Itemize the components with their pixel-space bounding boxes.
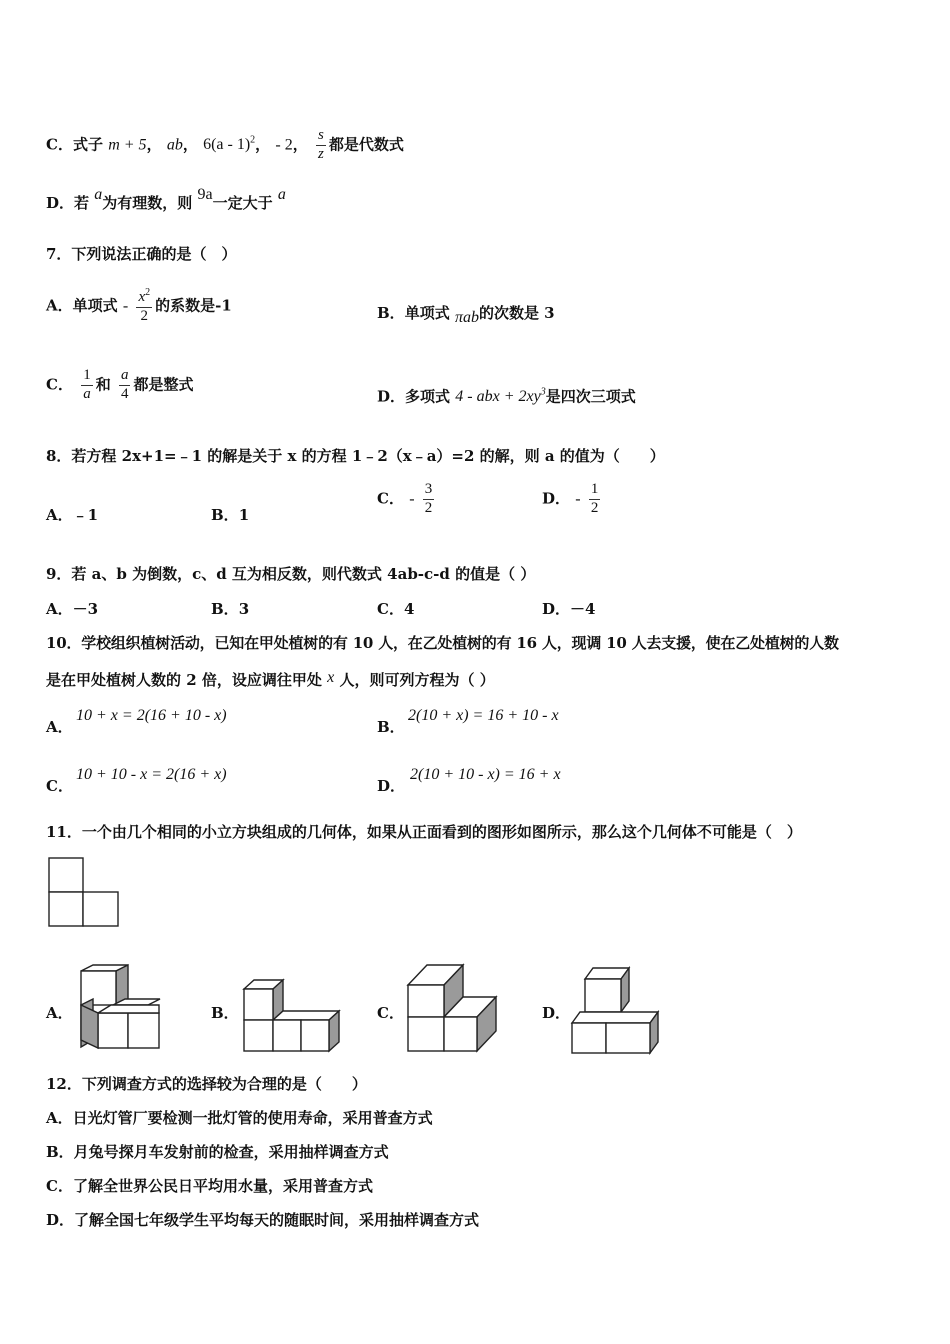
cube-front <box>244 989 273 1020</box>
q7-a-fraction-numerator <box>136 288 152 308</box>
q12-stem: 12．下列调查方式的选择较为合理的是（ ） <box>46 1075 367 1093</box>
q11-a-label: A． <box>46 1004 73 1022</box>
q8-option-c <box>377 482 437 517</box>
q11-option-b-figure <box>243 978 341 1053</box>
q11-option-d-figure <box>571 966 661 1054</box>
q6-c-expr-4: - 2 <box>275 136 293 154</box>
q9-option-d <box>542 602 595 617</box>
q8-b-label: B． <box>211 506 239 524</box>
q10-stem-line-2-prefix: 是在甲处植树人数的 2 倍，设应调往甲处 <box>46 671 322 689</box>
q9-option-a <box>46 602 98 617</box>
cube-front <box>572 1023 606 1053</box>
q12-option-d: D．了解全国七年级学生平均每天的随眠时间，采用抽样调查方式 <box>46 1211 480 1229</box>
q6-d-middle: 为有理数，则 <box>102 194 193 212</box>
q7-b-suffix: 的次数是 3 <box>478 304 555 322</box>
q11-b-label: B． <box>211 1004 239 1022</box>
cube-front <box>128 1013 159 1048</box>
q7-d-expr-exponent: 3 <box>540 387 546 398</box>
q7-b-label: B． <box>377 304 405 322</box>
cube-front <box>98 1013 128 1048</box>
q7-a-label: A． <box>46 296 73 315</box>
q10-d-label: D． <box>377 777 406 795</box>
q6-c-expr-3-base: 6(a - 1) <box>203 136 251 154</box>
q8-d-denominator: 2 <box>590 499 599 516</box>
q10-stem-line-2-suffix: 人，则可列方程为（ ） <box>339 671 495 689</box>
q10-b-label: B． <box>377 718 405 736</box>
cube-top <box>572 1012 658 1023</box>
q7-a-suffix: 的系数是-1 <box>155 296 232 315</box>
q6-c-fraction-numerator: s <box>316 128 326 146</box>
q12-option-c: C．了解全世界公民日平均用水量，采用普查方式 <box>46 1177 373 1195</box>
q10-a-expr: 10 + x = 2(16 + 10 - x) <box>76 707 227 724</box>
q8-c-numerator: 3 <box>423 482 435 500</box>
q9-option-b <box>211 602 249 617</box>
q9-d-value: －4 <box>570 600 596 618</box>
q10-stem-line-2 <box>46 669 495 689</box>
q7-option-a <box>46 288 232 325</box>
q8-a-value: ﹣1 <box>72 506 99 524</box>
q7-b-expr: πab <box>454 309 479 326</box>
q8-stem: 8．若方程 2x+1=﹣1 的解是关于 x 的方程 1﹣2（x﹣a）=2 的解，则 a 的值为（ ） <box>46 447 665 465</box>
q8-c-denominator: 2 <box>424 499 433 516</box>
q8-b-value: 1 <box>238 506 250 524</box>
q6-c-suffix: 都是代数式 <box>328 135 404 154</box>
q6-d-label: D． <box>46 194 75 212</box>
q8-a-label: A． <box>46 506 73 524</box>
front-view-top-square <box>49 858 83 892</box>
q6-c-expr-1: m + 5 <box>108 136 147 154</box>
q6-d-var-2: a <box>277 186 286 203</box>
q7-option-d <box>377 388 636 405</box>
q7-a-sign: - <box>122 297 129 315</box>
front-view-bottom-right-square <box>83 892 118 926</box>
q7-c-fraction-2-numerator: a <box>119 368 131 386</box>
q8-d-label: D． <box>542 489 571 508</box>
front-view-bottom-left-square <box>49 892 83 926</box>
q10-a-label: A． <box>46 718 73 736</box>
q7-a-prefix: 单项式 <box>72 296 118 315</box>
q10-stem-variable: x <box>327 669 335 686</box>
q6-c-fraction <box>316 128 326 163</box>
q6-c-expr-2: ab <box>166 136 183 154</box>
q9-a-value: －3 <box>72 600 99 618</box>
q10-d-expr: 2(10 + 10 - x) = 16 + x <box>410 766 561 783</box>
q6-c-sep-1: ， <box>146 135 162 154</box>
q8-c-label: C． <box>377 489 404 508</box>
q11-stem: 11．一个由几个相同的小立方块组成的几何体，如果从正面看到的图形如图所示，那么这个几何体不可能是（ ） <box>46 823 802 841</box>
q11-front-view-figure <box>48 857 120 927</box>
q6-d-expr: 9a <box>197 186 213 203</box>
q9-a-label: A． <box>46 600 73 618</box>
q7-stem: 7．下列说法正确的是（ ） <box>46 245 237 263</box>
cube-front <box>301 1020 329 1051</box>
q6-option-d <box>46 186 286 212</box>
q8-d-numerator: 1 <box>589 482 601 500</box>
q9-b-value: 3 <box>238 600 250 618</box>
q6-c-sep-2: ， <box>182 135 198 154</box>
q6-c-prefix: 式子 <box>72 135 103 154</box>
q8-c-sign: - <box>409 490 415 508</box>
cube-front <box>444 1017 477 1051</box>
q7-a-numerator-exponent: 2 <box>145 287 151 298</box>
q7-d-expr <box>455 388 545 405</box>
q8-option-b <box>211 508 249 523</box>
q7-c-label: C． <box>46 375 73 394</box>
q6-c-fraction-denominator: z <box>317 145 324 162</box>
q8-option-a <box>46 508 98 523</box>
q9-stem: 9．若 a、b 为倒数，c、d 互为相反数，则代数式 4ab-c-d 的值是（ ） <box>46 565 536 583</box>
q12-option-a: A．日光灯管厂要检测一批灯管的使用寿命，采用普查方式 <box>46 1109 433 1127</box>
q8-d-fraction <box>589 482 601 517</box>
q7-option-c <box>46 368 193 403</box>
q7-c-fraction-2 <box>119 368 131 403</box>
q9-c-value: 4 <box>403 600 415 618</box>
q6-c-expr-3-exponent: 2 <box>250 134 256 146</box>
q7-c-fraction-2-denominator: 4 <box>120 385 129 402</box>
q10-c-label: C． <box>46 777 73 795</box>
q11-option-c-figure <box>407 964 497 1054</box>
q8-d-sign: - <box>575 490 581 508</box>
q11-d-label: D． <box>542 1004 571 1022</box>
q6-c-sep-3: ， <box>255 135 271 154</box>
q7-c-suffix: 都是整式 <box>133 375 194 394</box>
q11-c-label: C． <box>377 1004 404 1022</box>
q6-d-prefix: 若 <box>74 194 90 212</box>
q6-c-expr-3 <box>203 136 255 153</box>
cube-front <box>408 1017 444 1051</box>
q7-c-fraction-1-denominator: a <box>83 385 91 402</box>
q10-stem-line-1: 10．学校组织植树活动，已知在甲处植树的有 10 人，在乙处植树的有 16 人，现调 10 人去支援，使在乙处植树的人数 <box>46 634 839 652</box>
q7-d-expr-base: 4 - abx + 2xy <box>455 388 541 406</box>
q11-option-a-figure <box>76 965 162 1053</box>
q7-c-fraction-1 <box>81 368 93 403</box>
q9-b-label: B． <box>211 600 239 618</box>
q10-b-expr: 2(10 + x) = 16 + 10 - x <box>408 707 559 724</box>
q7-a-fraction-denominator: 2 <box>140 307 149 324</box>
cube-front <box>244 1020 273 1051</box>
q12-option-b: B．月兔号探月车发射前的检查，采用抽样调查方式 <box>46 1143 389 1161</box>
q7-b-prefix: 单项式 <box>404 304 450 322</box>
q6-c-label: C． <box>46 135 73 154</box>
q7-d-prefix: 多项式 <box>405 387 451 406</box>
cube-top <box>98 1005 159 1013</box>
q7-d-label: D． <box>377 387 406 406</box>
q7-c-fraction-1-numerator: 1 <box>81 368 93 386</box>
q6-option-c <box>46 128 404 163</box>
cube-front <box>606 1023 650 1053</box>
q9-c-label: C． <box>377 600 404 618</box>
q6-d-middle-2: 一定大于 <box>212 194 273 212</box>
q6-c-sep-4: ， <box>292 135 308 154</box>
cube-front <box>585 979 621 1012</box>
q10-c-expr: 10 + 10 - x = 2(16 + x) <box>76 766 227 783</box>
q8-option-d <box>542 482 603 517</box>
cube-front <box>408 985 444 1017</box>
q7-option-b <box>377 304 555 326</box>
cube-front <box>273 1020 301 1051</box>
q9-d-label: D． <box>542 600 571 618</box>
cube-top <box>273 1011 339 1020</box>
q7-a-numerator-base: x <box>138 289 146 305</box>
q7-d-suffix: 是四次三项式 <box>545 387 636 406</box>
q7-c-middle: 和 <box>95 375 111 394</box>
q6-d-var-1: a <box>94 186 103 203</box>
q8-c-fraction <box>423 482 435 517</box>
q7-a-fraction <box>136 288 152 325</box>
cube-side <box>81 1005 98 1048</box>
cube-front <box>81 971 116 1005</box>
q9-option-c <box>377 602 414 617</box>
